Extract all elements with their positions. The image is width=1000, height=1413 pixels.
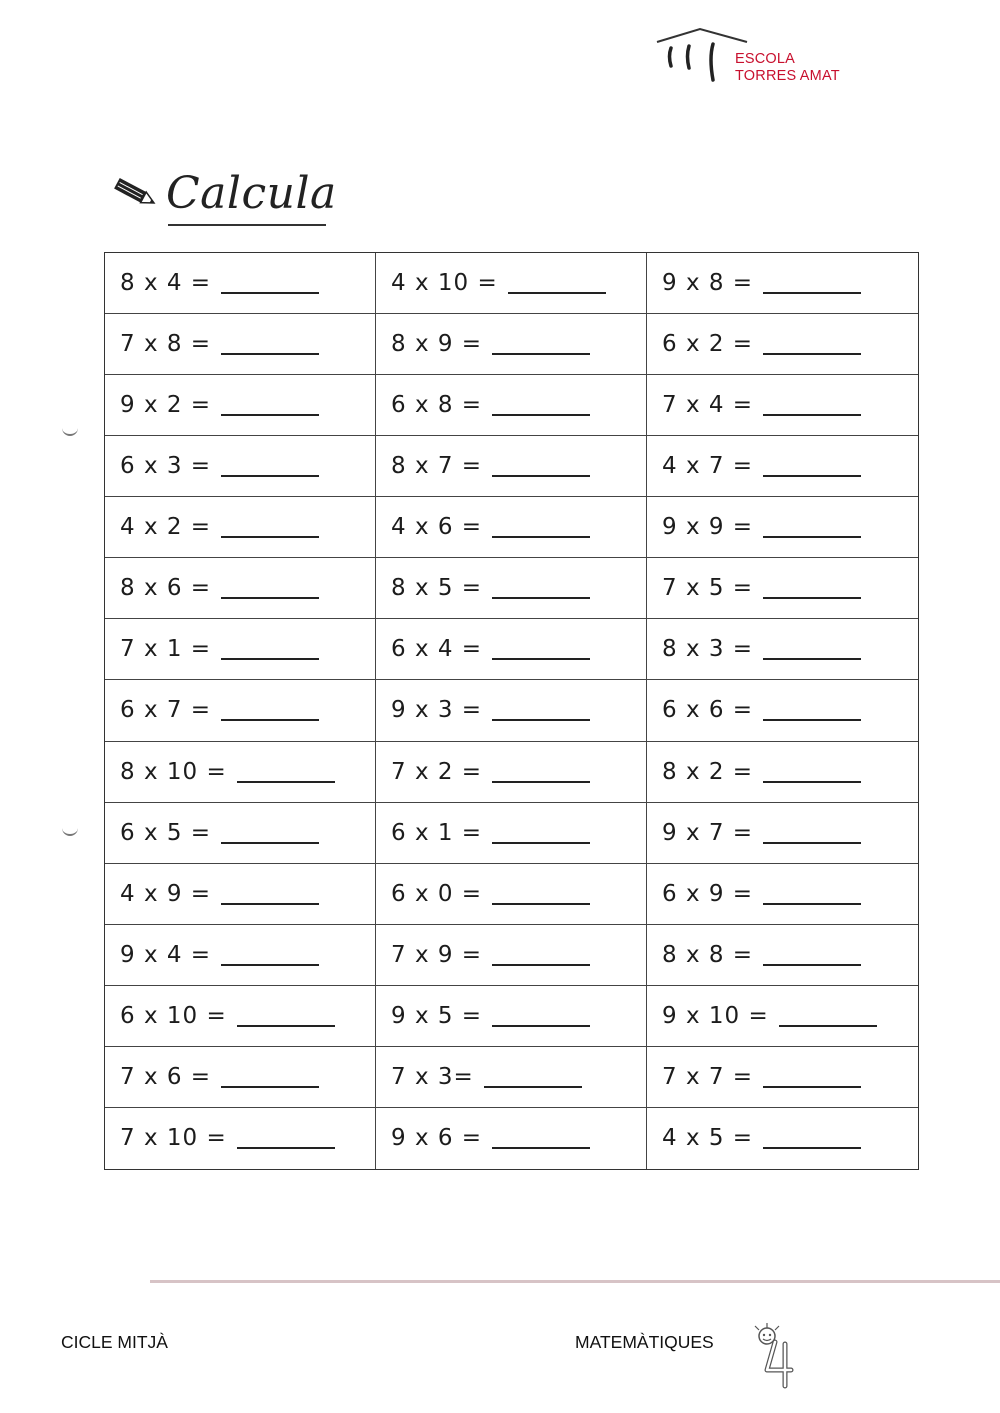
answer-blank[interactable] bbox=[492, 597, 590, 599]
answer-blank[interactable] bbox=[237, 1025, 335, 1027]
problem-cell bbox=[376, 1108, 647, 1169]
problem-text: 9 x 8 = bbox=[662, 270, 754, 297]
problem-text: 6 x 4 = bbox=[391, 636, 483, 663]
answer-blank[interactable] bbox=[492, 1025, 590, 1027]
answer-blank[interactable] bbox=[484, 1086, 582, 1088]
answer-blank[interactable] bbox=[221, 1086, 319, 1088]
answer-blank[interactable] bbox=[492, 964, 590, 966]
punch-mark bbox=[62, 828, 78, 836]
problem-text: 9 x 7 = bbox=[662, 819, 754, 846]
problem-text: 4 x 5 = bbox=[662, 1125, 754, 1152]
problem-cell bbox=[376, 803, 647, 864]
answer-blank[interactable] bbox=[492, 719, 590, 721]
problem-cell bbox=[105, 1047, 376, 1108]
problem-cell bbox=[647, 1047, 918, 1108]
problem-cell bbox=[376, 864, 647, 925]
problem-text: 8 x 10 = bbox=[120, 758, 227, 785]
problem-text: 6 x 8 = bbox=[391, 392, 483, 419]
problem-text: 7 x 3= bbox=[391, 1063, 474, 1090]
answer-blank[interactable] bbox=[763, 781, 861, 783]
problem-cell bbox=[105, 558, 376, 619]
problem-text: 7 x 9 = bbox=[391, 941, 483, 968]
problem-cell bbox=[105, 742, 376, 803]
school-name bbox=[735, 51, 840, 85]
page-title: Calcula bbox=[166, 168, 337, 219]
problem-cell bbox=[376, 375, 647, 436]
problem-text: 7 x 1 = bbox=[120, 636, 212, 663]
answer-blank[interactable] bbox=[221, 475, 319, 477]
problem-cell bbox=[376, 925, 647, 986]
problem-text: 8 x 3 = bbox=[662, 636, 754, 663]
problem-text: 9 x 5 = bbox=[391, 1002, 483, 1029]
problem-cell bbox=[376, 986, 647, 1047]
problem-cell bbox=[647, 314, 918, 375]
problem-text: 7 x 10 = bbox=[120, 1125, 227, 1152]
problem-cell bbox=[376, 558, 647, 619]
answer-blank[interactable] bbox=[221, 536, 319, 538]
answer-blank[interactable] bbox=[492, 658, 590, 660]
problem-text: 7 x 4 = bbox=[662, 392, 754, 419]
problem-cell bbox=[105, 436, 376, 497]
title-underline bbox=[168, 224, 326, 226]
answer-blank[interactable] bbox=[221, 658, 319, 660]
problem-cell bbox=[647, 1108, 918, 1169]
answer-blank[interactable] bbox=[221, 353, 319, 355]
answer-blank[interactable] bbox=[763, 1086, 861, 1088]
number-four-badge-icon bbox=[745, 1322, 811, 1392]
problem-cell bbox=[647, 497, 918, 558]
problem-cell bbox=[105, 1108, 376, 1169]
answer-blank[interactable] bbox=[763, 719, 861, 721]
problem-cell bbox=[647, 253, 918, 314]
answer-blank[interactable] bbox=[763, 1147, 861, 1149]
answer-blank[interactable] bbox=[763, 414, 861, 416]
footer-rule bbox=[150, 1280, 1000, 1283]
footer-subject: MATEMÀTIQUES bbox=[575, 1332, 714, 1352]
answer-blank[interactable] bbox=[492, 781, 590, 783]
problem-text: 8 x 9 = bbox=[391, 331, 483, 358]
answer-blank[interactable] bbox=[763, 292, 861, 294]
problem-cell bbox=[647, 558, 918, 619]
answer-blank[interactable] bbox=[763, 903, 861, 905]
answer-blank[interactable] bbox=[492, 1147, 590, 1149]
answer-blank[interactable] bbox=[237, 1147, 335, 1149]
problem-text: 6 x 0 = bbox=[391, 880, 483, 907]
punch-mark bbox=[62, 428, 78, 436]
problem-cell bbox=[105, 925, 376, 986]
problem-text: 6 x 7 = bbox=[120, 697, 212, 724]
problem-text: 8 x 7 = bbox=[391, 453, 483, 480]
problem-text: 6 x 5 = bbox=[120, 819, 212, 846]
problem-cell bbox=[105, 864, 376, 925]
school-logo bbox=[655, 26, 855, 96]
answer-blank[interactable] bbox=[508, 292, 606, 294]
answer-blank[interactable] bbox=[492, 414, 590, 416]
problem-text: 4 x 6 = bbox=[391, 514, 483, 541]
answer-blank[interactable] bbox=[763, 536, 861, 538]
answer-blank[interactable] bbox=[492, 842, 590, 844]
problem-cell bbox=[376, 314, 647, 375]
multiplication-table bbox=[104, 252, 919, 1170]
pencil-icon bbox=[110, 174, 160, 214]
problem-cell bbox=[105, 803, 376, 864]
answer-blank[interactable] bbox=[221, 903, 319, 905]
problem-cell bbox=[647, 864, 918, 925]
problem-cell bbox=[376, 497, 647, 558]
answer-blank[interactable] bbox=[763, 475, 861, 477]
problem-text: 4 x 2 = bbox=[120, 514, 212, 541]
problem-text: 7 x 5 = bbox=[662, 575, 754, 602]
problem-cell bbox=[647, 986, 918, 1047]
answer-blank[interactable] bbox=[221, 414, 319, 416]
problem-text: 9 x 6 = bbox=[391, 1125, 483, 1152]
answer-blank[interactable] bbox=[763, 353, 861, 355]
footer-cycle: CICLE MITJÀ bbox=[61, 1332, 168, 1352]
problem-cell bbox=[647, 436, 918, 497]
problem-text: 6 x 6 = bbox=[662, 697, 754, 724]
problem-text: 8 x 6 = bbox=[120, 575, 212, 602]
problem-cell bbox=[105, 314, 376, 375]
answer-blank[interactable] bbox=[221, 292, 319, 294]
problem-cell bbox=[647, 619, 918, 680]
answer-blank[interactable] bbox=[492, 475, 590, 477]
problem-cell bbox=[105, 497, 376, 558]
answer-blank[interactable] bbox=[492, 903, 590, 905]
problem-text: 4 x 7 = bbox=[662, 453, 754, 480]
problem-text: 6 x 9 = bbox=[662, 880, 754, 907]
problem-text: 6 x 3 = bbox=[120, 453, 212, 480]
answer-blank[interactable] bbox=[221, 597, 319, 599]
answer-blank[interactable] bbox=[221, 964, 319, 966]
answer-blank[interactable] bbox=[763, 842, 861, 844]
answer-blank[interactable] bbox=[221, 842, 319, 844]
problem-text: 7 x 6 = bbox=[120, 1063, 212, 1090]
problem-cell bbox=[376, 253, 647, 314]
problem-text: 8 x 5 = bbox=[391, 575, 483, 602]
problem-text: 7 x 8 = bbox=[120, 331, 212, 358]
answer-blank[interactable] bbox=[763, 658, 861, 660]
problem-text: 9 x 2 = bbox=[120, 392, 212, 419]
problem-cell bbox=[647, 742, 918, 803]
problem-cell bbox=[647, 680, 918, 741]
answer-blank[interactable] bbox=[492, 353, 590, 355]
problem-cell bbox=[105, 619, 376, 680]
problem-cell bbox=[376, 436, 647, 497]
problem-cell bbox=[647, 803, 918, 864]
problem-text: 6 x 10 = bbox=[120, 1002, 227, 1029]
worksheet-heading bbox=[110, 168, 350, 232]
problem-text: 8 x 8 = bbox=[662, 941, 754, 968]
problem-cell bbox=[376, 619, 647, 680]
problem-cell bbox=[105, 375, 376, 436]
answer-blank[interactable] bbox=[779, 1025, 877, 1027]
answer-blank[interactable] bbox=[221, 719, 319, 721]
school-name-line2: TORRES AMAT bbox=[735, 68, 840, 84]
problem-text: 9 x 4 = bbox=[120, 941, 212, 968]
problem-text: 6 x 1 = bbox=[391, 819, 483, 846]
problem-text: 6 x 2 = bbox=[662, 331, 754, 358]
problem-text: 9 x 9 = bbox=[662, 514, 754, 541]
answer-blank[interactable] bbox=[763, 597, 861, 599]
answer-blank[interactable] bbox=[237, 781, 335, 783]
problem-text: 8 x 4 = bbox=[120, 270, 212, 297]
school-name-line1: ESCOLA bbox=[735, 51, 796, 67]
problem-cell bbox=[376, 742, 647, 803]
problem-cell bbox=[376, 1047, 647, 1108]
problem-cell bbox=[647, 925, 918, 986]
problem-text: 9 x 10 = bbox=[662, 1002, 769, 1029]
problem-cell bbox=[105, 986, 376, 1047]
answer-blank[interactable] bbox=[763, 964, 861, 966]
problem-text: 7 x 7 = bbox=[662, 1063, 754, 1090]
problem-text: 8 x 2 = bbox=[662, 758, 754, 785]
problem-text: 4 x 9 = bbox=[120, 880, 212, 907]
problem-cell bbox=[105, 253, 376, 314]
problem-cell bbox=[105, 680, 376, 741]
problem-text: 7 x 2 = bbox=[391, 758, 483, 785]
problem-text: 4 x 10 = bbox=[391, 270, 498, 297]
problem-cell bbox=[376, 680, 647, 741]
problem-text: 9 x 3 = bbox=[391, 697, 483, 724]
problem-cell bbox=[647, 375, 918, 436]
answer-blank[interactable] bbox=[492, 536, 590, 538]
